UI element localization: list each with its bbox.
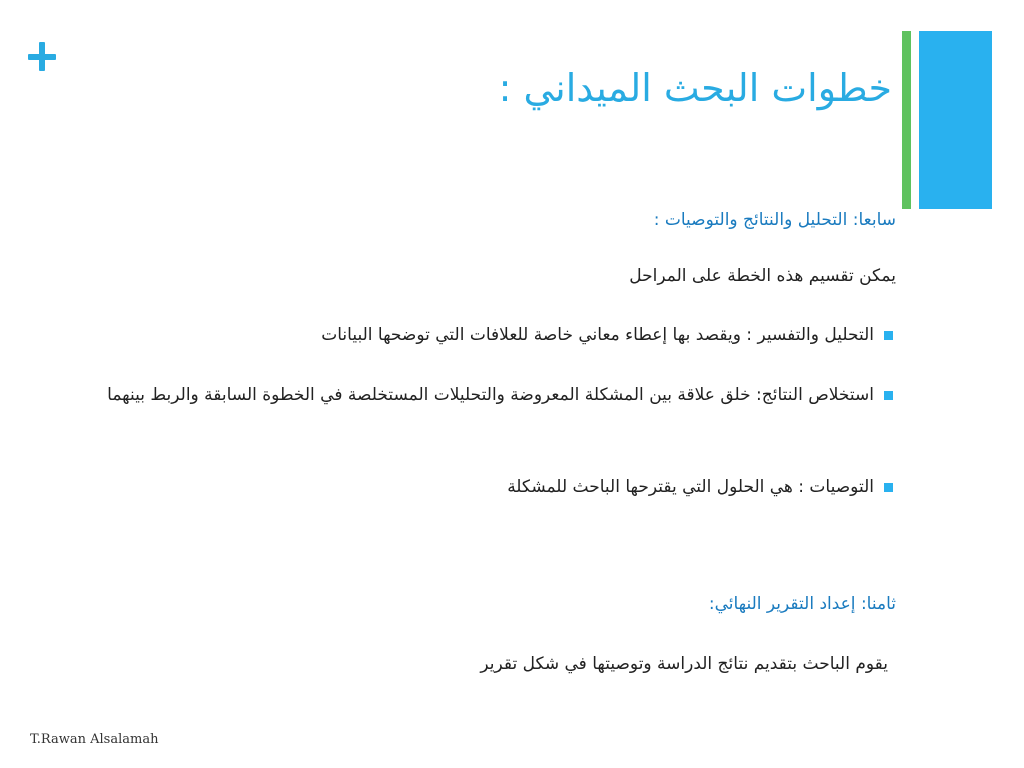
decorative-green-bar bbox=[902, 31, 911, 209]
bullet-square-icon bbox=[884, 483, 893, 492]
bullet-item-recommendations bbox=[76, 474, 896, 500]
footer-author: T.Rawan Alsalamah bbox=[30, 732, 159, 747]
decorative-blue-block bbox=[919, 31, 992, 209]
bullet-item-analysis bbox=[76, 322, 896, 348]
bullet-item-conclusions bbox=[76, 382, 896, 408]
bullet-text: التوصيات : هي الحلول التي يقترحها الباحث للمشكلة bbox=[507, 477, 874, 497]
plus-icon bbox=[28, 42, 58, 72]
slide-title: خطوات البحث الميداني : bbox=[498, 66, 892, 110]
section-8-heading: ثامنا: إعداد التقرير النهائي: bbox=[708, 594, 896, 614]
bullet-square-icon bbox=[884, 391, 893, 400]
bullet-text: التحليل والتفسير : ويقصد بها إعطاء معاني خاصة للعلافات التي توضحها البيانات bbox=[321, 325, 874, 345]
section-8-text: يقوم الباحث بتقديم نتائج الدراسة وتوصيتها في شكل تقرير bbox=[480, 654, 888, 674]
bullet-text: استخلاص النتائج: خلق علاقة بين المشكلة المعروضة والتحليلات المستخلصة في الخطوة السابقة والربط بينهما bbox=[107, 385, 874, 405]
section-7-intro: يمكن تقسيم هذه الخطة على المراحل bbox=[629, 266, 896, 286]
section-7-heading: سابعا: التحليل والنتائج والتوصيات : bbox=[653, 210, 896, 230]
bullet-square-icon bbox=[884, 331, 893, 340]
